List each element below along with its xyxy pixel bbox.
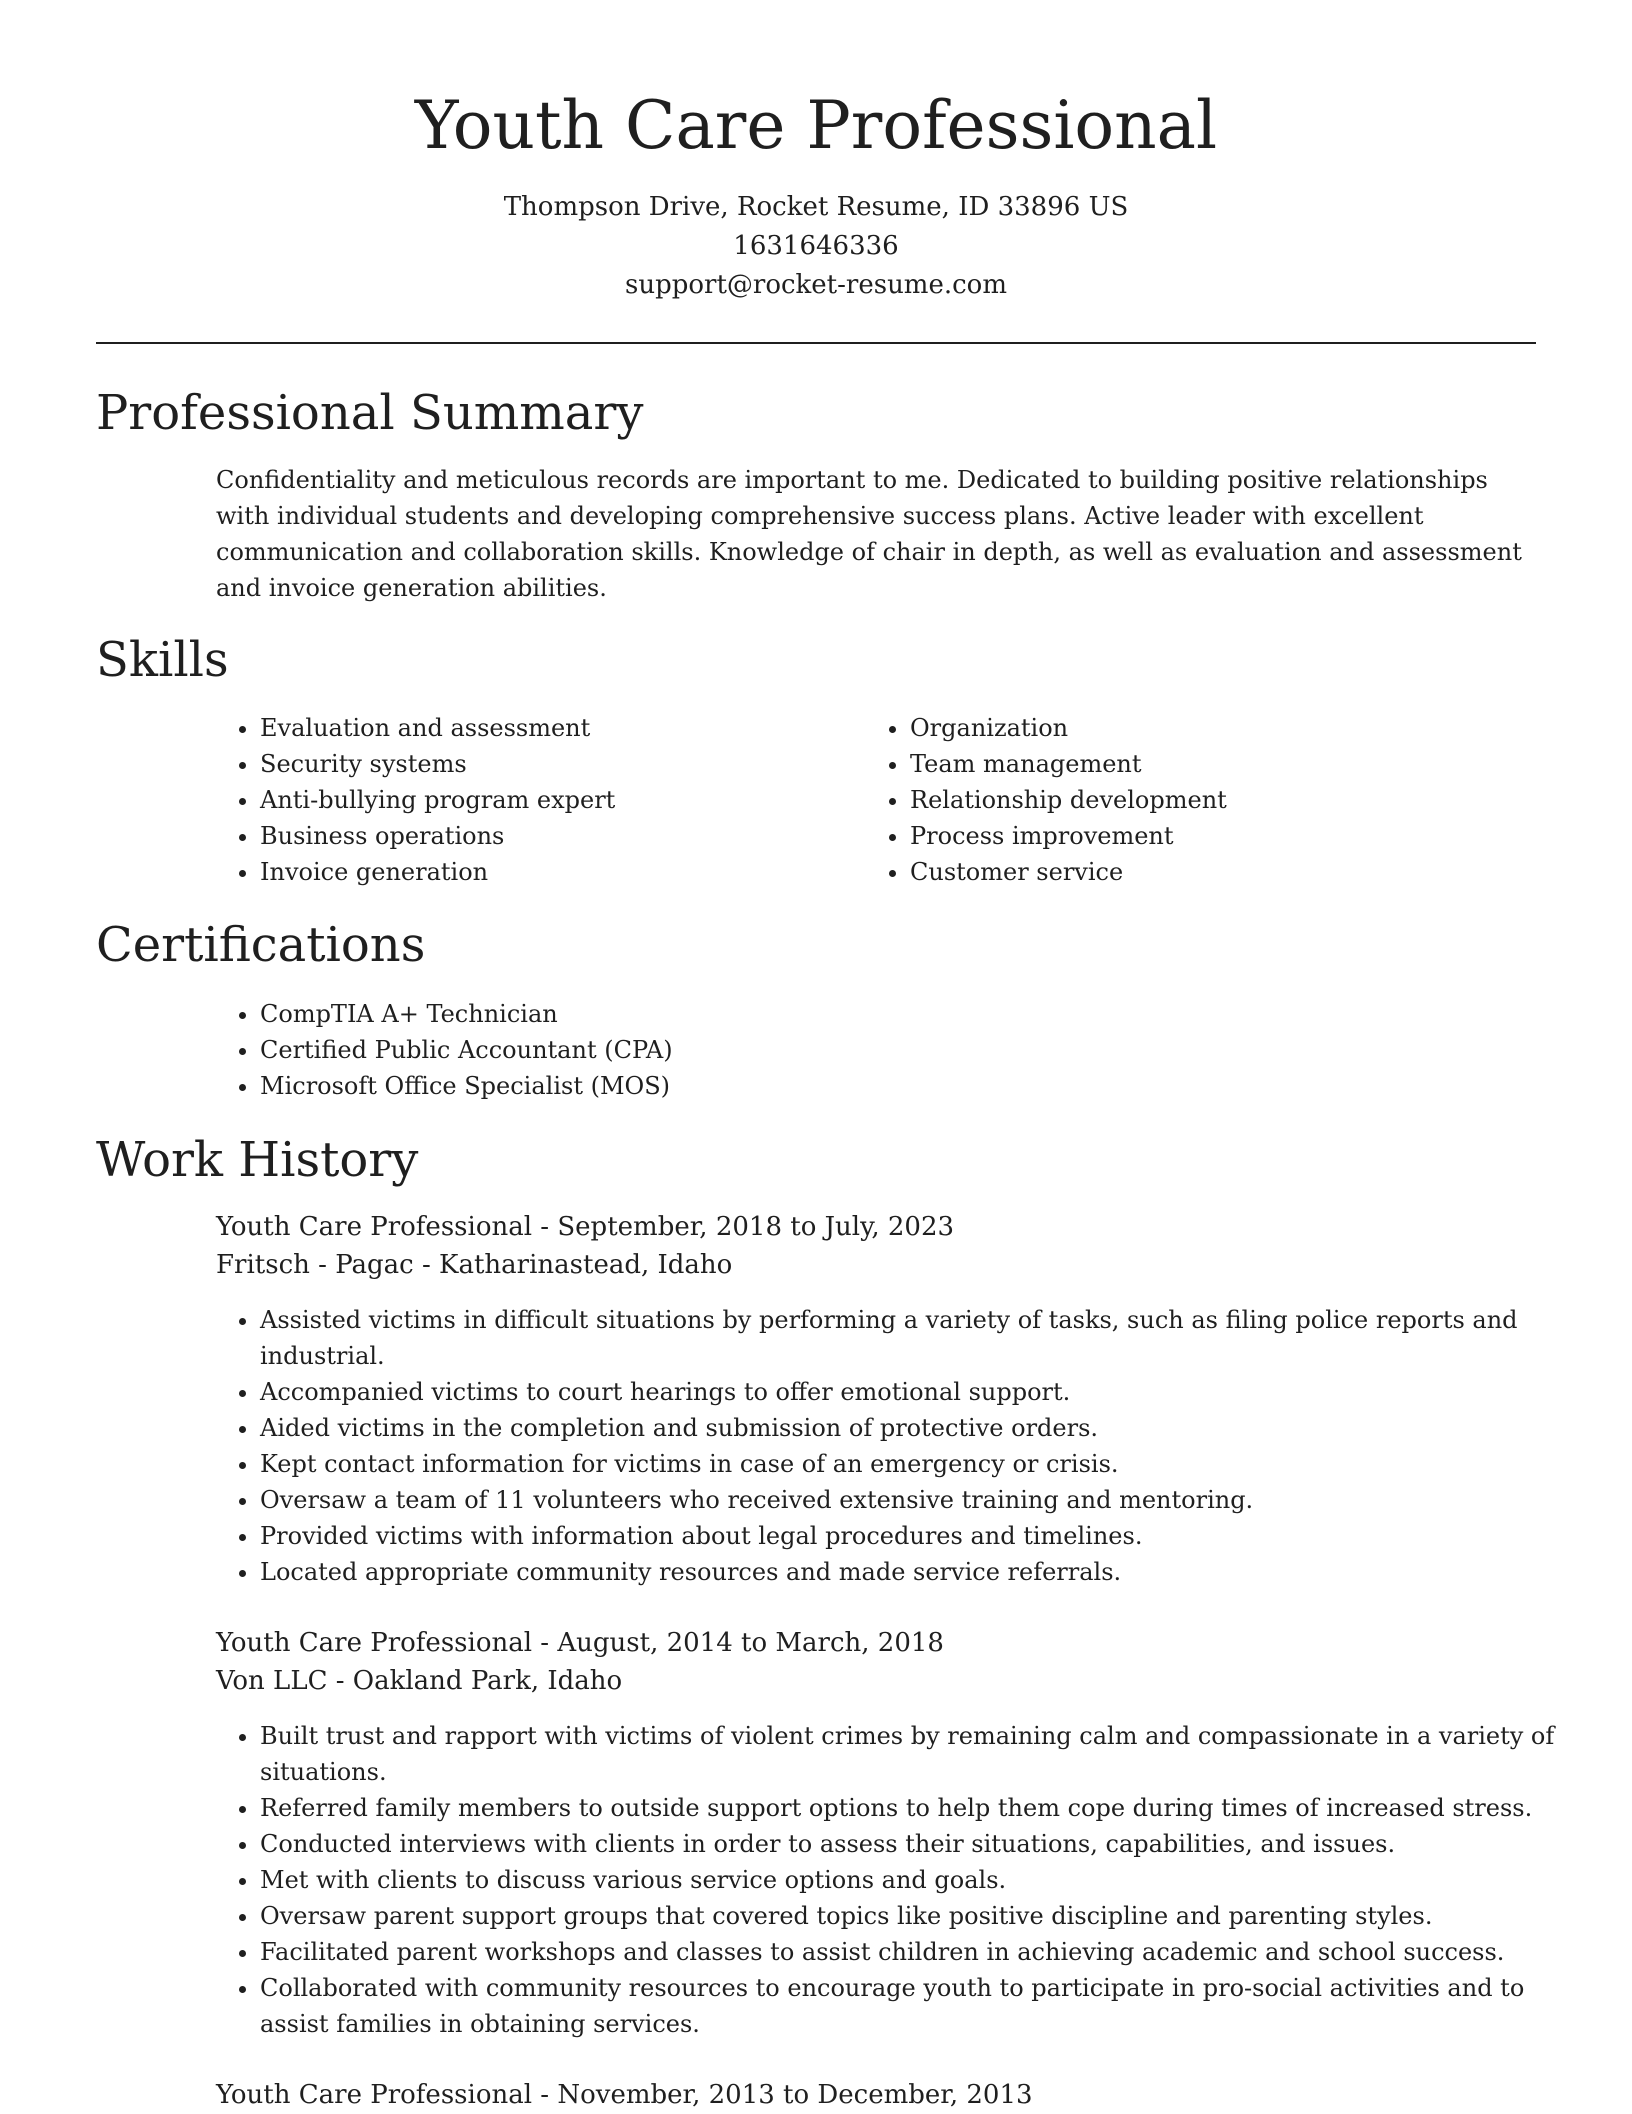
job-duty: • Oversaw parent support groups that covered topics like positive discipline and parenting styles.	[260, 1898, 1580, 1934]
email-address: support@rocket-resume.com	[624, 270, 1007, 300]
job-duty: • Assisted victims in difficult situations by performing a variety of tasks, such as filing police reports and industrial.	[260, 1302, 1580, 1374]
certifications-list	[216, 996, 1560, 1104]
job-duty: • Accompanied victims to court hearings to offer emotional support.	[260, 1374, 1580, 1410]
address: Thompson Drive, Rocket Resume, ID 33896 US	[503, 192, 1129, 222]
summary-text: Confidentiality and meticulous records are important to me. Dedicated to building positive relationships with individual students and developing comprehensive success plans. Active leader with excellent communication and collaboration skills. Knowledge of chair in depth, as well as evaluation and assessment and invoice generation abilities.	[216, 466, 1522, 602]
skill-item: • Organization	[910, 710, 1550, 746]
candidate-name: Youth Care Professional	[414, 87, 1218, 164]
job-dates: - September, 2018 to July, 2023	[532, 1212, 955, 1242]
job-dates: - August, 2014 to March, 2018	[532, 1628, 944, 1658]
work-history-heading: Work History	[96, 1132, 419, 1188]
job-duty: • Conducted interviews with clients in order to assess their situations, capabilities, and issues.	[260, 1826, 1580, 1862]
job-duty: • Built trust and rapport with victims of violent crimes by remaining calm and compassionate in a variety of situations.	[260, 1718, 1580, 1790]
job-employer: Fritsch - Pagac - Katharinastead, Idaho	[216, 1250, 733, 1280]
certification-item: • CompTIA A+ Technician	[260, 996, 1560, 1032]
skill-item: • Anti-bullying program expert	[260, 782, 860, 818]
certification-item: • Microsoft Office Specialist (MOS)	[260, 1068, 1560, 1104]
skills-heading: Skills	[96, 632, 229, 688]
job-dates: - November, 2013 to December, 2013	[532, 2080, 1033, 2110]
skill-item: • Relationship development	[910, 782, 1550, 818]
skill-item: • Invoice generation	[260, 854, 860, 890]
resume-header	[0, 0, 1632, 305]
skill-item: • Customer service	[910, 854, 1550, 890]
job-title: Youth Care Professional	[216, 1212, 533, 1242]
header-divider	[96, 342, 1536, 344]
skill-item: • Team management	[910, 746, 1550, 782]
job-title: Youth Care Professional	[216, 2080, 533, 2110]
skill-item: • Business operations	[260, 818, 860, 854]
job-duties-list	[216, 1718, 1580, 2042]
job-duty: • Met with clients to discuss various service options and goals.	[260, 1862, 1580, 1898]
job-duty: • Aided victims in the completion and submission of protective orders.	[260, 1410, 1580, 1446]
skill-item: • Security systems	[260, 746, 860, 782]
job-title: Youth Care Professional	[216, 1628, 533, 1658]
skill-item: • Evaluation and assessment	[260, 710, 860, 746]
phone-number: 1631646336	[733, 231, 899, 261]
job-duties-list	[216, 1302, 1580, 1590]
skills-list-left	[216, 710, 860, 890]
job-title-line	[216, 1208, 954, 1246]
job-duty: • Oversaw a team of 11 volunteers who received extensive training and mentoring.	[260, 1482, 1580, 1518]
job-duty: • Located appropriate community resources and made service referrals.	[260, 1554, 1580, 1590]
skills-list-right	[866, 710, 1550, 890]
job-employer: Von LLC - Oakland Park, Idaho	[216, 1666, 623, 1696]
certifications-heading: Certifications	[96, 917, 426, 973]
contact-block	[0, 188, 1632, 305]
job-duty: • Kept contact information for victims in case of an emergency or crisis.	[260, 1446, 1580, 1482]
job-duty: • Facilitated parent workshops and classes to assist children in achieving academic and school success.	[260, 1934, 1580, 1970]
skill-item: • Process improvement	[910, 818, 1550, 854]
job-title-line	[216, 1624, 944, 1662]
job-duty: • Collaborated with community resources to encourage youth to participate in pro-social activities and to assist families in obtaining services.	[260, 1970, 1580, 2042]
certification-item: • Certified Public Accountant (CPA)	[260, 1032, 1560, 1068]
summary-heading: Professional Summary	[96, 385, 644, 441]
job-title-line	[216, 2076, 1033, 2114]
job-duty: • Provided victims with information about legal procedures and timelines.	[260, 1518, 1580, 1554]
job-duty: • Referred family members to outside support options to help them cope during times of increased stress.	[260, 1790, 1580, 1826]
